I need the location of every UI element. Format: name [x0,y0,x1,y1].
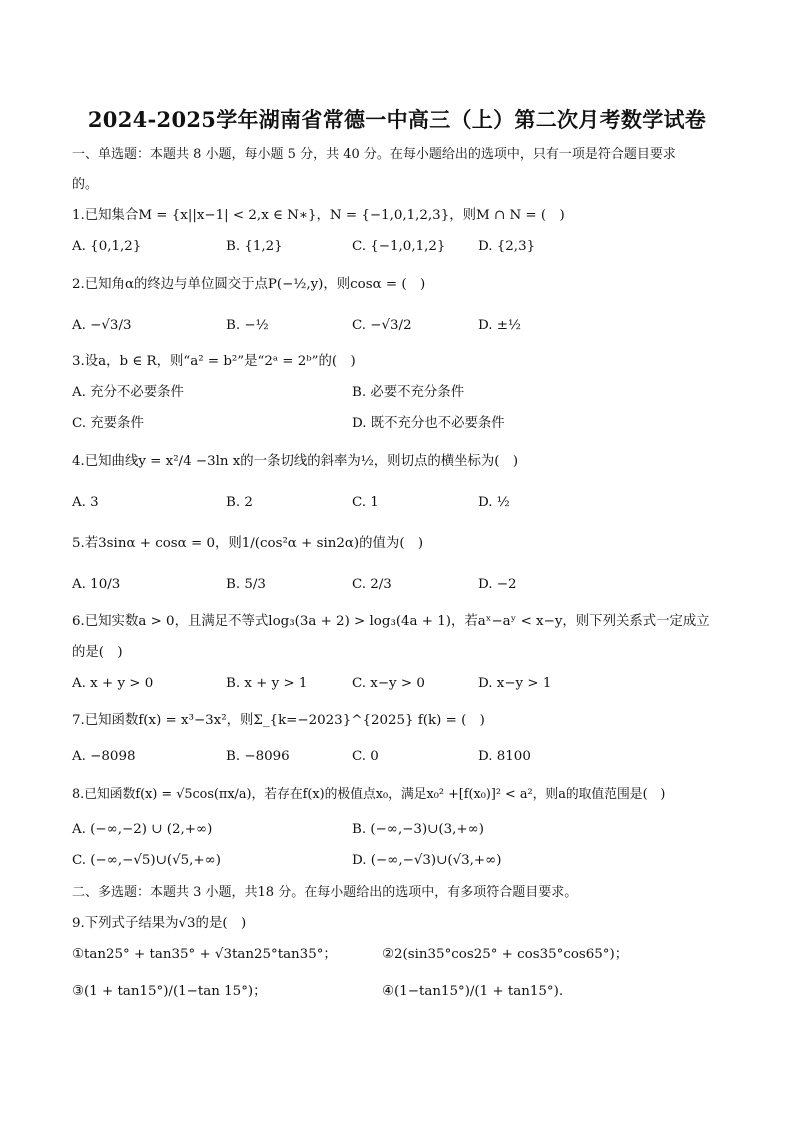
question-7-option-c: C. 0 [352,749,379,764]
question-2-option-b: B. −½ [226,318,269,333]
question-4-stem: 4.已知曲线y = x²/4 −3ln x的一条切线的斜率为½，则切点的横坐标为( ) [72,454,519,469]
question-1-stem: 1.已知集合M = {x||x−1| < 2,x ∈ N∗}，N = {−1,0,1,2,3}，则M ∩ N = ( ) [72,208,565,223]
question-3-option-c: C. 充要条件 [72,416,144,431]
question-6-stem: 6.已知实数a > 0，且满足不等式log₃(3a + 2) > log₃(4a + 1)，若aˣ−aʸ < x−y，则下列关系式一定成立 [72,614,710,629]
section-1-heading-line-1: 一、单选题：本题共 8 小题，每小题 5 分，共 40 分。在每小题给出的选项中，只有一项是符合题目要求 [72,147,676,162]
question-5-option-a: A. 10/3 [72,577,121,592]
question-9-stem: 9.下列式子结果为√3的是( ) [72,916,247,931]
question-6-option-a: A. x + y > 0 [72,676,154,691]
question-3-option-b: B. 必要不充分条件 [352,385,465,400]
question-1-option-c: C. {−1,0,1,2} [352,239,446,254]
section-1-heading-line-2: 的。 [72,177,99,192]
question-4-option-d: D. ½ [478,495,510,510]
question-2-stem: 2.已知角α的终边与单位圆交于点P(−½,y)，则cosα = ( ) [72,277,426,292]
question-7-option-b: B. −8096 [226,749,290,764]
question-4-option-c: C. 1 [352,495,379,510]
question-1-option-b: B. {1,2} [226,239,283,254]
question-6-option-b: B. x + y > 1 [226,676,308,691]
question-2-option-a: A. −√3/3 [72,318,132,333]
question-8-option-a: A. (−∞,−2) ∪ (2,+∞) [72,822,213,837]
question-5-stem: 5.若3sinα + cosα = 0，则1/(cos²α + sin2α)的值为( ) [72,536,424,551]
question-4-option-a: A. 3 [72,495,99,510]
question-8-stem: 8.已知函数f(x) = √5cos(πx/a)，若存在f(x)的极值点x₀，满足x₀² +[f(x₀)]² < a²，则a的取值范围是( ) [72,787,666,802]
question-7-option-a: A. −8098 [72,749,136,764]
question-9-item-4: ④(1−tan15°)/(1 + tan15°). [382,984,564,999]
question-2-option-c: C. −√3/2 [352,318,412,333]
question-6-stem-continued: 的是( ) [72,645,123,660]
question-5-option-b: B. 5/3 [226,577,266,592]
question-8-option-b: B. (−∞,−3)∪(3,+∞) [352,822,484,837]
exam-title: 2024-2025学年湖南省常德一中高三（上）第二次月考数学试卷 [87,107,707,132]
question-1-option-d: D. {2,3} [478,239,536,254]
question-2-option-d: D. ±½ [478,318,521,333]
question-8-option-d: D. (−∞,−√3)∪(√3,+∞) [352,853,502,868]
question-9-item-3: ③(1 + tan15°)/(1−tan 15°)； [72,984,267,999]
question-9-item-1: ①tan25° + tan35° + √3tan25°tan35°； [72,947,337,962]
question-9-item-2: ②2(sin35°cos25° + cos35°cos65°)； [382,947,629,962]
question-3-option-a: A. 充分不必要条件 [72,385,184,400]
question-1-option-a: A. {0,1,2} [72,239,142,254]
question-3-stem: 3.设a，b ∈ R，则“a² = b²”是“2ᵃ = 2ᵇ”的( ) [72,354,356,369]
question-5-option-d: D. −2 [478,577,517,592]
question-6-option-c: C. x−y > 0 [352,676,425,691]
section-2-heading: 二、多选题：本题共 3 小题，共18 分。在每小题给出的选项中，有多项符合题目要求。 [72,885,578,900]
question-7-option-d: D. 8100 [478,749,531,764]
question-5-option-c: C. 2/3 [352,577,392,592]
question-3-option-d: D. 既不充分也不必要条件 [352,416,505,431]
question-4-option-b: B. 2 [226,495,253,510]
question-6-option-d: D. x−y > 1 [478,676,552,691]
question-8-option-c: C. (−∞,−√5)∪(√5,+∞) [72,853,221,868]
question-7-stem: 7.已知函数f(x) = x³−3x²，则Σ_{k=−2023}^{2025} f(k) = ( ) [72,713,485,728]
